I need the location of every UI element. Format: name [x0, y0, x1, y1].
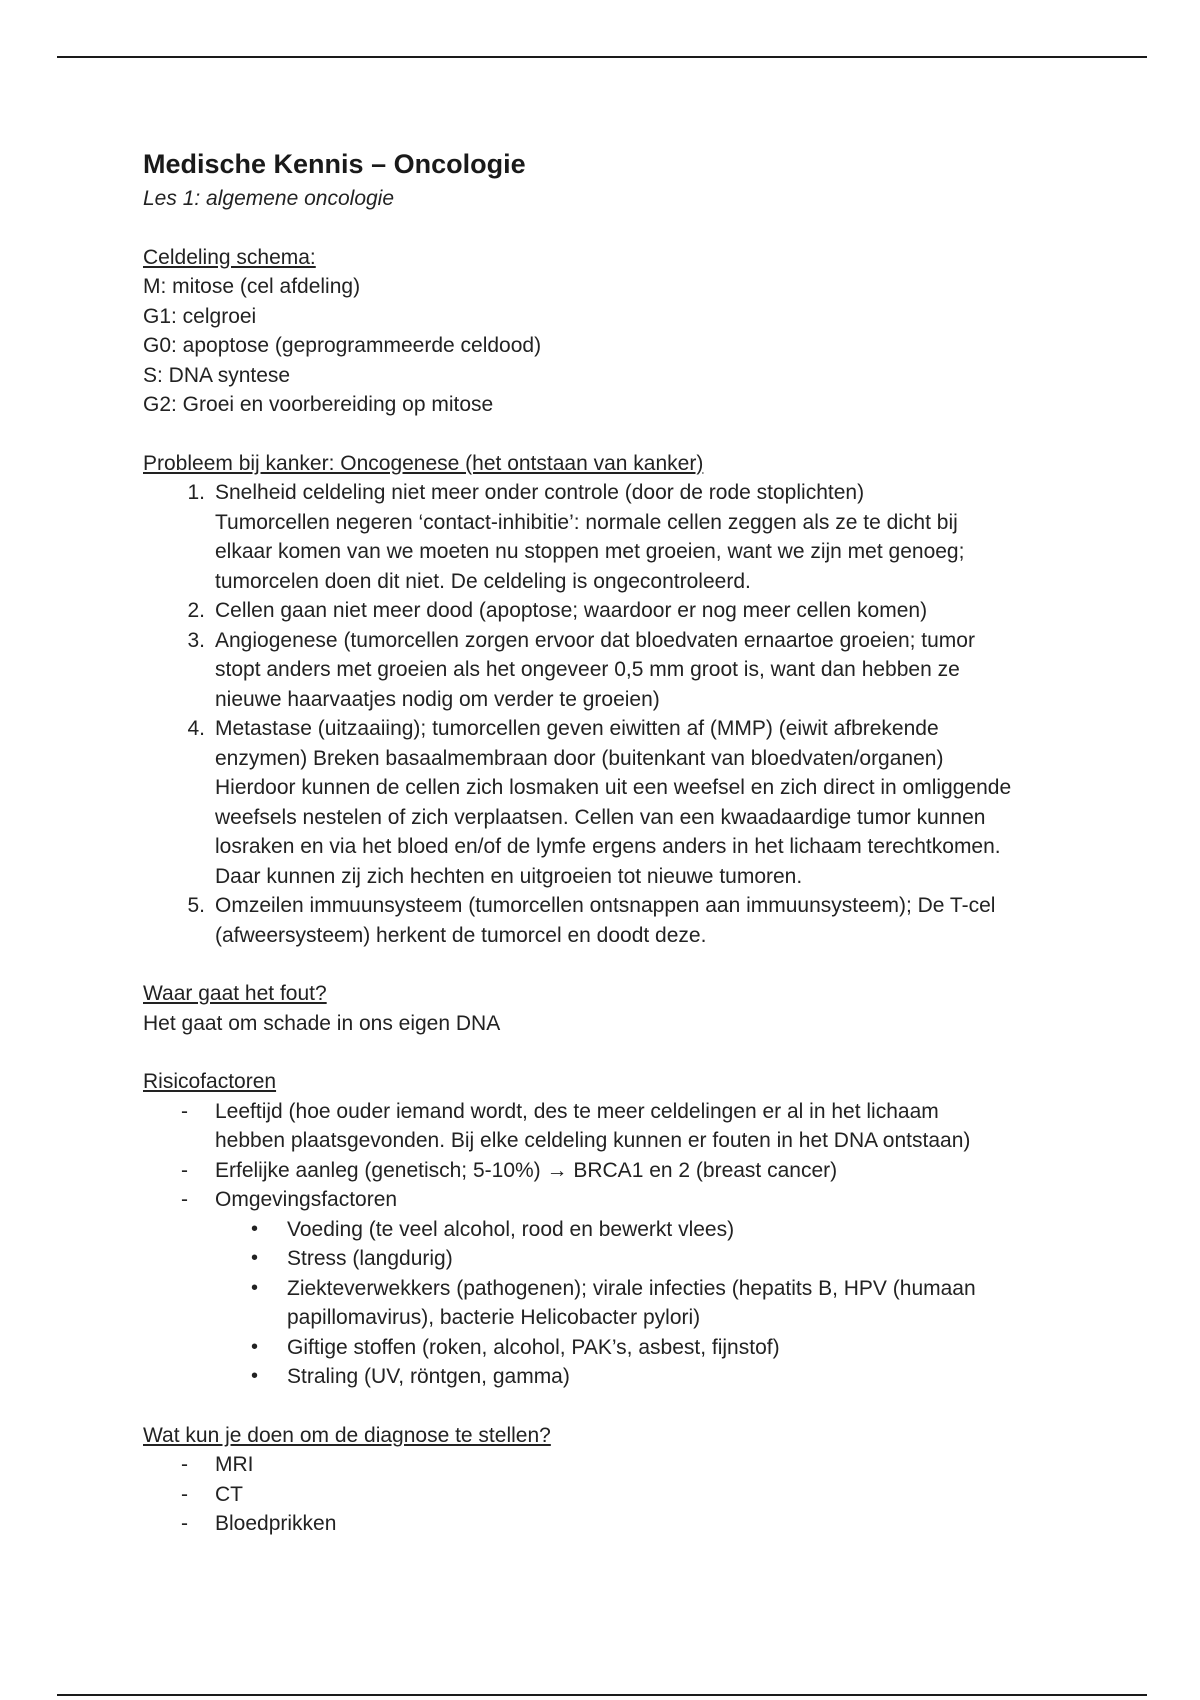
item-line: Giftige stoffen (roken, alcohol, PAK’s, asbest, fijnstof) [287, 1335, 780, 1359]
item-line: Metastase (uitzaaiing); tumorcellen geven eiwitten af (MMP) (eiwit afbrekende [215, 717, 939, 740]
bullet-item [143, 1333, 1073, 1363]
bullet-item [143, 1215, 1073, 1245]
dash-item [143, 1480, 1073, 1510]
item-line: Angiogenese (tumorcellen zorgen ervoor dat bloedvaten ernaartoe groeien; tumor [215, 628, 975, 652]
document-title: Medische Kennis – Oncologie [143, 149, 526, 179]
bullet-marker: • [251, 1217, 259, 1240]
numbered-item [143, 626, 1073, 715]
dash-marker: - [181, 1099, 188, 1123]
dash-item [143, 1097, 1073, 1156]
risico-heading: Risicofactoren [143, 1070, 277, 1093]
item-line: Daar kunnen zij zich hechten en uitgroeien tot nieuwe tumoren. [215, 864, 803, 888]
numbered-item [143, 714, 1073, 891]
celdeling-line: M: mitose (cel afdeling) [143, 275, 361, 298]
celdeling-line: S: DNA syntese [143, 363, 291, 387]
fout-text: Het gaat om schade in ons eigen DNA [143, 1011, 501, 1035]
item-line: Snelheid celdeling niet meer onder controle (door de rode stoplichten) [215, 481, 865, 504]
item-line: Omzeilen immuunsysteem (tumorcellen ontsnappen aan immuunsysteem); De T-cel [215, 894, 996, 917]
dash-item [143, 1450, 1073, 1480]
item-line: Stress (langdurig) [287, 1247, 453, 1270]
dash-marker: - [181, 1158, 188, 1182]
item-line: Omgevingsfactoren [215, 1188, 398, 1211]
item-number: 2. [187, 599, 205, 622]
bullet-item [143, 1362, 1073, 1392]
item-line: stopt anders met groeien als het ongeveer 0,5 mm groot is, want dan hebben ze [215, 658, 960, 681]
numbered-item [143, 596, 1073, 626]
numbered-item [143, 478, 1073, 596]
item-number: 4. [187, 717, 205, 740]
item-number: 1. [187, 481, 205, 504]
document-subtitle: Les 1: algemene oncologie [143, 187, 395, 210]
probleem-heading: Probleem bij kanker: Oncogenese (het ontstaan van kanker) [143, 451, 704, 475]
celdeling-line: G1: celgroei [143, 304, 257, 328]
celdeling-heading: Celdeling schema: [143, 245, 316, 269]
item-line: Ziekteverwekkers (pathogenen); virale infecties (hepatits B, HPV (humaan [287, 1276, 976, 1300]
item-line: tumorcelen doen dit niet. De celdeling is ongecontroleerd. [215, 569, 751, 593]
item-line: elkaar komen van we moeten nu stoppen met groeien, want we zijn met genoeg; [215, 540, 965, 563]
item-line: Tumorcellen negeren ‘contact-inhibitie’: normale cellen zeggen als ze te dicht bij [215, 510, 958, 534]
bullet-marker: • [251, 1365, 259, 1387]
bullet-item [143, 1274, 1073, 1333]
item-line: (afweersysteem) herkent de tumorcel en doodt deze. [215, 923, 707, 947]
dash-marker: - [181, 1482, 188, 1506]
item-line: enzymen) Breken basaalmembraan door (buitenkant van bloedvaten/organen) [215, 746, 944, 770]
celdeling-line: G0: apoptose (geprogrammeerde celdood) [143, 334, 542, 357]
item-line: losraken en via het bloed en/of de lymfe ergens anders in het lichaam terechtkomen. [215, 835, 1001, 858]
item-line: Erfelijke aanleg (genetisch; 5-10%) → BRCA1 en 2 (breast cancer) [215, 1158, 838, 1182]
dash-item [143, 1185, 1073, 1215]
item-line: Straling (UV, röntgen, gamma) [287, 1365, 570, 1388]
item-line: weefsels nestelen of zich verplaatsen. Cellen van een kwaadaardige tumor kunnen [215, 805, 986, 829]
dash-marker: - [181, 1453, 188, 1476]
document-body [143, 144, 1073, 1539]
item-line: Bloedprikken [215, 1512, 337, 1535]
item-line: CT [215, 1482, 243, 1506]
header-rule [57, 56, 1147, 58]
item-line: nieuwe haarvaatjes nodig om verder te groeien) [215, 687, 660, 711]
dash-marker: - [181, 1512, 188, 1535]
dash-item [143, 1156, 1073, 1186]
item-line: papillomavirus), bacterie Helicobacter pylori) [287, 1306, 701, 1329]
diagnose-heading: Wat kun je doen om de diagnose te stellen? [143, 1423, 551, 1447]
fout-heading: Waar gaat het fout? [143, 982, 327, 1005]
item-line: Leeftijd (hoe ouder iemand wordt, des te meer celdelingen er al in het lichaam [215, 1099, 939, 1123]
item-line: MRI [215, 1453, 254, 1476]
bullet-marker: • [251, 1247, 259, 1269]
item-line: Voeding (te veel alcohol, rood en bewerkt vlees) [287, 1217, 735, 1241]
bullet-marker: • [251, 1335, 259, 1358]
numbered-item [143, 891, 1073, 950]
bullet-item [143, 1244, 1073, 1274]
dash-marker: - [181, 1188, 188, 1211]
item-line: hebben plaatsgevonden. Bij elke celdeling kunnen er fouten in het DNA ontstaan) [215, 1129, 971, 1152]
bullet-marker: • [251, 1276, 259, 1299]
item-number: 3. [187, 628, 205, 652]
item-line: Hierdoor kunnen de cellen zich losmaken uit een weefsel en zich direct in omliggende [215, 776, 1012, 799]
dash-item [143, 1509, 1073, 1539]
footer-rule [57, 1694, 1147, 1696]
item-line: Cellen gaan niet meer dood (apoptose; waardoor er nog meer cellen komen) [215, 599, 928, 622]
item-number: 5. [187, 894, 205, 917]
celdeling-line: G2: Groei en voorbereiding op mitose [143, 393, 494, 416]
